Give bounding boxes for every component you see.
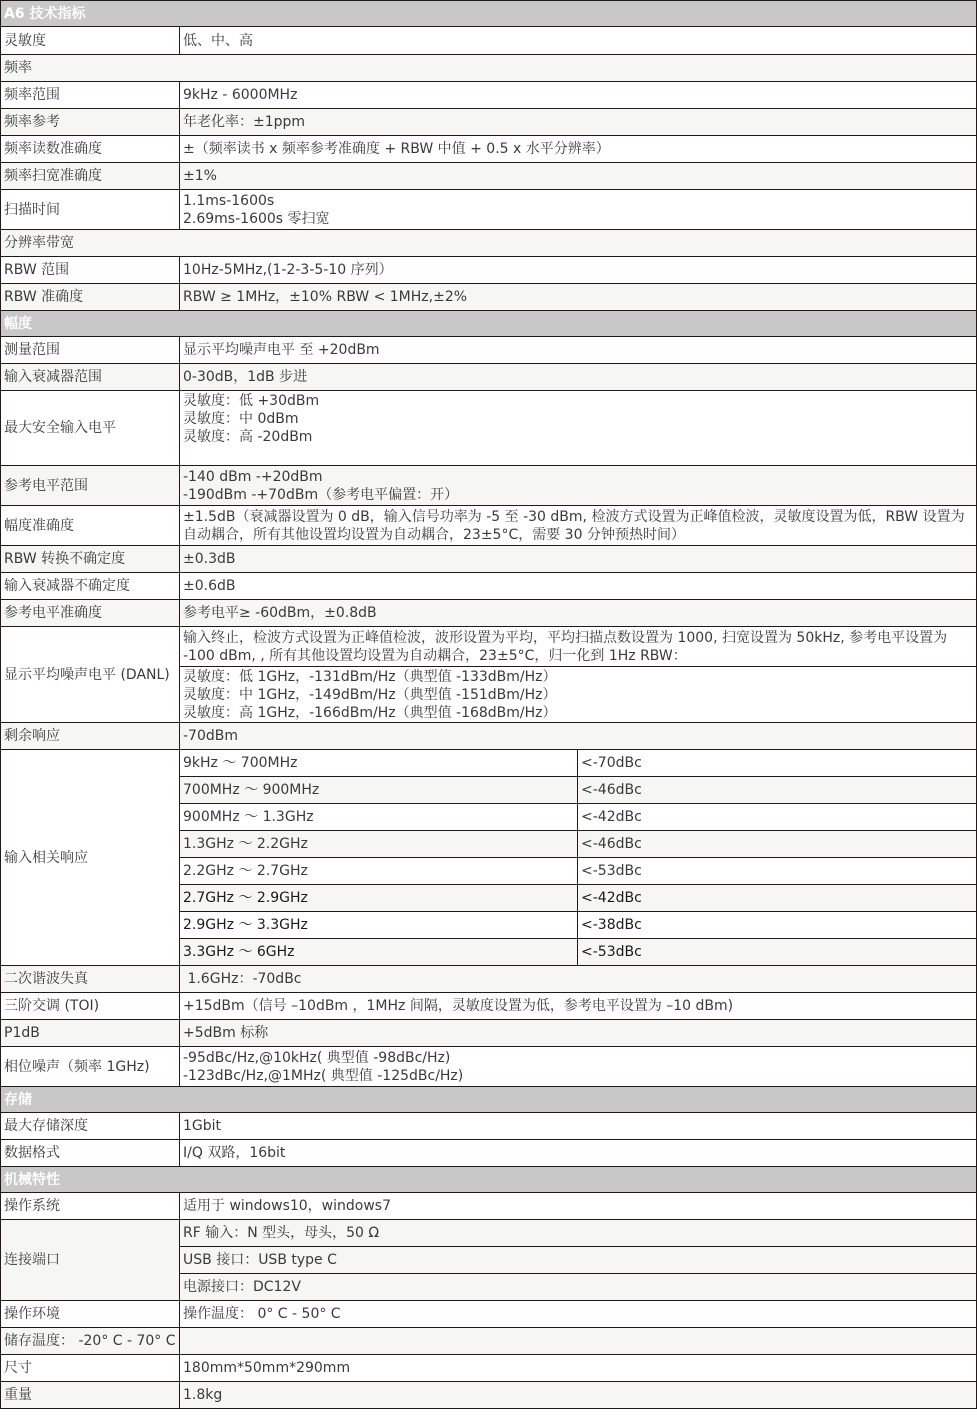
port-item: 电源接口：DC12V (180, 1274, 977, 1301)
subsection-heading: 分辨率带宽 (1, 230, 977, 257)
table-row (1, 136, 977, 163)
value-line: 灵敏度：低 1GHz，-131dBm/Hz（典型值 -133dBm/Hz） (183, 668, 557, 685)
row-label: 操作环境 (1, 1301, 180, 1328)
row-label: P1dB (1, 1020, 180, 1047)
freq-range: 2.7GHz ～ 2.9GHz (180, 885, 578, 912)
freq-range: 900MHz ～ 1.3GHz (180, 804, 578, 831)
value-line: -140 dBm -+20dBm (183, 468, 323, 485)
row-label: 频率扫宽准确度 (1, 163, 180, 190)
row-value: +15dBm（信号 –10dBm ，1MHz 间隔，灵敏度设置为低，参考电平设置为 –10 dBm) (180, 993, 977, 1020)
table-row (1, 284, 977, 311)
table-row (1, 1382, 977, 1409)
response-value: <-46dBc (578, 777, 977, 804)
table-row (1, 1020, 977, 1047)
row-value: 低、中、高 (180, 27, 977, 55)
section-heading: 存储 (1, 1087, 977, 1113)
value-line: -95dBc/Hz,@10kHz( 典型值 -98dBc/Hz) (183, 1049, 451, 1066)
row-value: 1.8kg (180, 1382, 977, 1409)
row-value: 显示平均噪声电平 至 +20dBm (180, 337, 977, 364)
row-label: 输入衰减器不确定度 (1, 573, 180, 600)
table-row (1, 82, 977, 109)
row-label: 参考电平范围 (1, 466, 180, 506)
table-row (1, 546, 977, 573)
table-row (1, 750, 977, 777)
row-value: 180mm*50mm*290mm (180, 1355, 977, 1382)
row-value: -70dBm (180, 723, 977, 750)
row-label: 幅度准确度 (1, 506, 180, 546)
row-label: 参考电平准确度 (1, 600, 180, 627)
row-value: +5dBm 标称 (180, 1020, 977, 1047)
response-value: <-53dBc (578, 939, 977, 966)
table-row (1, 109, 977, 136)
value-line: -190dBm -+70dBm（参考电平偏置：开） (183, 486, 459, 503)
row-label: 操作系统 (1, 1193, 180, 1220)
row-value: ±（频率读书 x 频率参考准确度 + RBW 中值 + 0.5 x 水平分辨率） (180, 136, 977, 163)
table-row (1, 364, 977, 391)
table-row (1, 1113, 977, 1140)
response-value: <-53dBc (578, 858, 977, 885)
row-value: ±0.6dB (180, 573, 977, 600)
table-row (1, 466, 977, 506)
row-label: 测量范围 (1, 337, 180, 364)
section-heading: 机械特性 (1, 1167, 977, 1193)
row-label: 连接端口 (1, 1220, 180, 1301)
danl-conditions: 输入终止，检波方式设置为正峰值检波，波形设置为平均，平均扫描点数设置为 1000, 扫宽设置为 50kHz, 参考电平设置为 -100 dBm, , 所有其他设置均设置为自动耦合，23±5°C，归一化到 1Hz RBW： (180, 627, 977, 667)
table-row (1, 1047, 977, 1087)
row-label: 频率参考 (1, 109, 180, 136)
row-value (180, 1047, 977, 1087)
row-label: 频率范围 (1, 82, 180, 109)
table-row (1, 337, 977, 364)
response-value: <-42dBc (578, 804, 977, 831)
row-label: 最大存储深度 (1, 1113, 180, 1140)
table-row (1, 1220, 977, 1247)
row-label: 二次谐波失真 (1, 966, 180, 993)
row-label: RBW 范围 (1, 257, 180, 284)
row-label: 尺寸 (1, 1355, 180, 1382)
row-value: 9kHz - 6000MHz (180, 82, 977, 109)
value-line: 灵敏度：高 -20dBm (183, 429, 313, 445)
table-row (1, 257, 977, 284)
table-row (1, 1355, 977, 1382)
section-heading: 幅度 (1, 311, 977, 337)
table-row (1, 600, 977, 627)
row-value: ±1.5dB（衰减器设置为 0 dB，输入信号功率为 -5 至 -30 dBm, 检波方式设置为正峰值检波，灵敏度设置为低，RBW 设置为自动耦合，所有其他设置均设置为自动耦合，23±5°C，需要 30 分钟预热时间） (180, 506, 977, 546)
section-header-amplitude (1, 311, 977, 337)
freq-range: 700MHz ～ 900MHz (180, 777, 578, 804)
table-row (1, 1301, 977, 1328)
row-label: 三阶交调 (TOI) (1, 993, 180, 1020)
row-label: 最大安全输入电平 (1, 391, 180, 466)
table-row (1, 1328, 977, 1355)
row-label: 相位噪声（频率 1GHz) (1, 1047, 180, 1087)
row-value: RBW ≥ 1MHz，±10% RBW < 1MHz,±2% (180, 284, 977, 311)
row-label: RBW 转换不确定度 (1, 546, 180, 573)
table-row (1, 1193, 977, 1220)
table-row (1, 573, 977, 600)
section-header-a6 (1, 1, 977, 27)
table-row-danl (1, 627, 977, 667)
row-value (180, 190, 977, 230)
section-header-storage (1, 1087, 977, 1113)
response-value: <-38dBc (578, 912, 977, 939)
row-label: 重量 (1, 1382, 180, 1409)
freq-range: 2.2GHz ～ 2.7GHz (180, 858, 578, 885)
row-label: 输入相关响应 (1, 750, 180, 966)
row-label: 储存温度： -20° C - 70° C (1, 1328, 180, 1355)
row-value: 年老化率：±1ppm (180, 109, 977, 136)
row-label: 输入衰减器范围 (1, 364, 180, 391)
row-value: 10Hz-5MHz,(1-2-3-5-10 序列） (180, 257, 977, 284)
row-value: 适用于 windows10，windows7 (180, 1193, 977, 1220)
table-row (1, 190, 977, 230)
row-label: 数据格式 (1, 1140, 180, 1167)
row-value: ±1% (180, 163, 977, 190)
table-row (1, 27, 977, 55)
freq-range: 3.3GHz ～ 6GHz (180, 939, 578, 966)
port-item: USB 接口：USB type C (180, 1247, 977, 1274)
subsection-heading: 频率 (1, 55, 977, 82)
value-line: 灵敏度：高 1GHz，-166dBm/Hz（典型值 -168dBm/Hz） (183, 704, 557, 721)
row-value: 0-30dB，1dB 步进 (180, 364, 977, 391)
freq-range: 9kHz ～ 700MHz (180, 750, 578, 777)
row-label: 灵敏度 (1, 27, 180, 55)
table-row (1, 723, 977, 750)
value-line: -123dBc/Hz,@1MHz( 典型值 -125dBc/Hz) (183, 1067, 464, 1084)
row-label: 频率读数准确度 (1, 136, 180, 163)
table-row (1, 993, 977, 1020)
section-header-mechanical (1, 1167, 977, 1193)
row-label: 显示平均噪声电平 (DANL) (1, 627, 180, 723)
freq-range: 1.3GHz ～ 2.2GHz (180, 831, 578, 858)
row-value (180, 466, 977, 506)
subsection-rbw (1, 230, 977, 257)
row-value: I/Q 双路，16bit (180, 1140, 977, 1167)
row-value: 1.6GHz：-70dBc (180, 966, 977, 993)
table-row (1, 966, 977, 993)
row-value (180, 1328, 977, 1355)
row-value (180, 667, 977, 723)
subsection-frequency (1, 55, 977, 82)
row-value: 参考电平≥ -60dBm，±0.8dB (180, 600, 977, 627)
value-line: 2.69ms-1600s 零扫宽 (183, 210, 330, 227)
row-value: ±0.3dB (180, 546, 977, 573)
row-label: RBW 准确度 (1, 284, 180, 311)
value-line: 1.1ms-1600s (183, 192, 275, 209)
response-value: <-70dBc (578, 750, 977, 777)
response-value: <-46dBc (578, 831, 977, 858)
table-row (1, 163, 977, 190)
row-value: 1Gbit (180, 1113, 977, 1140)
response-value: <-42dBc (578, 885, 977, 912)
table-row (1, 1140, 977, 1167)
row-label: 扫描时间 (1, 190, 180, 230)
value-line: 灵敏度：低 +30dBm (183, 393, 320, 409)
value-line: 灵敏度：中 0dBm (183, 411, 299, 427)
port-item: RF 输入：N 型头，母头，50 Ω (180, 1220, 977, 1247)
row-value (180, 391, 977, 466)
freq-range: 2.9GHz ～ 3.3GHz (180, 912, 578, 939)
table-row (1, 506, 977, 546)
row-value: 操作温度： 0° C - 50° C (180, 1301, 977, 1328)
table-title: A6 技术指标 (1, 1, 977, 27)
value-line: 灵敏度：中 1GHz，-149dBm/Hz（典型值 -151dBm/Hz） (183, 686, 557, 703)
table-row (1, 391, 977, 466)
row-label: 剩余响应 (1, 723, 180, 750)
